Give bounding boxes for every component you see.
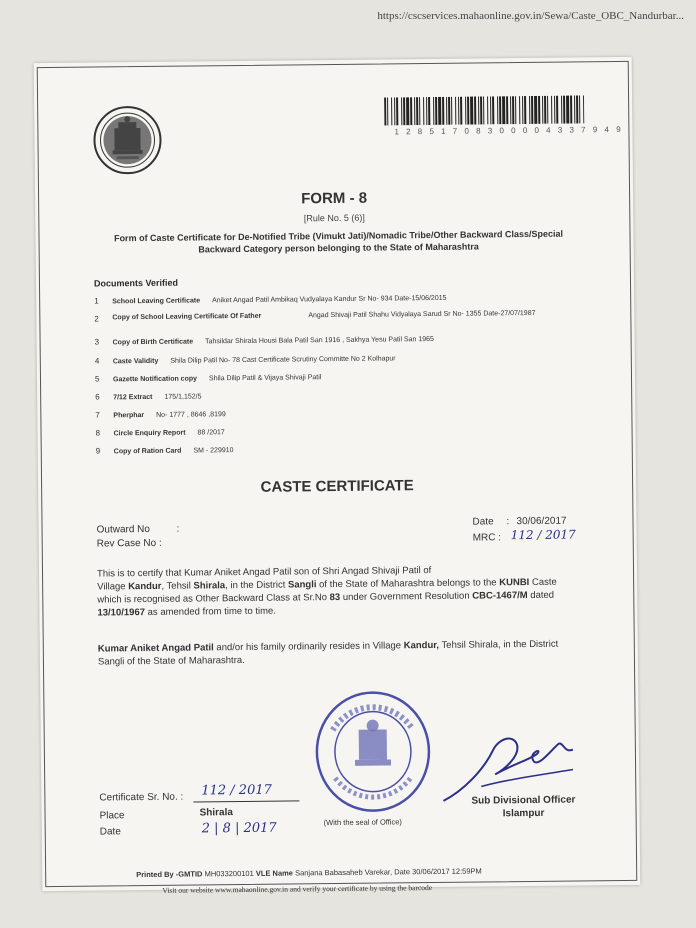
date-value: 30/06/2017 xyxy=(516,515,567,528)
caste-certificate-title: CASTE CERTIFICATE xyxy=(260,477,414,496)
tehsil-prefix: , Tehsil xyxy=(161,580,194,592)
document-value: 88 /2017 xyxy=(197,429,225,437)
vle-label: VLE Name xyxy=(255,868,294,878)
certificate-sr-value: 112 / 2017 xyxy=(201,782,272,799)
document-value: Aniket Angad Patil Ambikaq Vudyalaya Kandur Sr No- 934 Date-15/06/2015 xyxy=(212,294,447,305)
resolution-date: 13/10/1967 xyxy=(97,607,146,619)
caste-name: KUNBI xyxy=(499,576,530,589)
outward-no-label: Outward No xyxy=(96,523,150,536)
document-number: 2 xyxy=(94,314,99,324)
document-label: Copy of Ration Card xyxy=(113,447,182,456)
barcode-icon xyxy=(384,95,584,125)
outward-no-colon: : xyxy=(176,523,180,535)
resolution-prefix: under Government Resolution xyxy=(340,590,473,603)
state-text: of the State of Maharashtra belongs to the xyxy=(316,577,497,591)
certificate-paragraph xyxy=(97,562,578,619)
form-title: FORM - 8 xyxy=(301,189,368,208)
issue-date-label: Date xyxy=(99,826,121,838)
village-name: Kandur xyxy=(128,580,162,593)
document-number: 1 xyxy=(94,296,99,306)
district-name: Sangli xyxy=(287,579,317,591)
document-label: Copy of School Leaving Certificate Of Father xyxy=(112,312,262,322)
document-item xyxy=(95,409,225,419)
document-number: 6 xyxy=(95,392,100,402)
document-item xyxy=(96,445,234,455)
verify-note: Visit our website www.mahaonline.gov.in and verify your certificate by using the barcode xyxy=(162,883,433,895)
document-label: Copy of Birth Certificate xyxy=(112,338,194,347)
serial-number: 83 xyxy=(329,591,341,604)
paragraph-lead: This is to certify that Kumar Aniket Angad Patil son of Shri Angad Shivaji Patil of xyxy=(96,565,432,580)
issue-date-value: 2 | 8 | 2017 xyxy=(201,820,277,837)
document-value: SM - 229910 xyxy=(193,447,234,455)
printed-id: MH033200101 xyxy=(204,868,254,879)
date-colon: : xyxy=(506,516,510,528)
residence-tail: Tehsil Shirala, in the District Sangli of the State of Maharashtra. xyxy=(97,638,559,668)
document-number: 5 xyxy=(94,374,100,384)
vle-name: Sanjana Babasaheb Varekar, xyxy=(295,867,393,878)
document-item xyxy=(95,391,201,401)
dated-text: dated xyxy=(527,589,555,602)
document-value: Tahsildar Shirala Housi Bala Patil San 1916 , Sakhya Yesu Patil San 1965 xyxy=(205,335,434,346)
printed-date: Date 30/06/2017 12:59PM xyxy=(394,866,482,877)
residence-village: Kandur, xyxy=(403,639,440,652)
tehsil-name: Shirala xyxy=(193,580,226,592)
office-seal-icon xyxy=(312,689,433,814)
state-emblem-icon xyxy=(92,104,163,177)
paragraph-end: as amended from time to time. xyxy=(144,605,276,619)
document-label: Gazette Notification copy xyxy=(112,375,198,384)
resolution-number: CBC-1467/M xyxy=(472,590,528,602)
printed-by-value: GMTID xyxy=(178,869,203,879)
document-label: Circle Enquiry Report xyxy=(113,429,186,438)
certificate-sheet xyxy=(34,57,641,895)
rule-number: [Rule No. 5 (6)] xyxy=(303,212,365,224)
document-label: Caste Validity xyxy=(112,357,159,366)
documents-heading: Documents Verified xyxy=(93,277,179,289)
document-item xyxy=(96,427,225,437)
residence-text: and/or his family ordinarily resides in Village xyxy=(213,640,404,654)
district-prefix: , in the District xyxy=(225,579,289,592)
officer-designation xyxy=(453,793,593,820)
officer-title: Sub Divisional Officer xyxy=(471,794,576,807)
document-number: 3 xyxy=(94,337,100,347)
seal-note: (With the seal of Office) xyxy=(323,817,402,828)
place-value: Shirala xyxy=(199,807,233,819)
document-number: 7 xyxy=(95,410,100,420)
document-number: 8 xyxy=(95,428,101,438)
document-label: 7/12 Extract xyxy=(113,393,153,402)
form-description: Form of Caste Certificate for De-Notified Tribe (Vimukt Jati)/Nomadic Tribe/Other Backward Class/Special Backward Category person belonging to the State of Maharashtra xyxy=(113,228,564,255)
document-value: 175/1,152/5 xyxy=(164,393,202,401)
caste-text: Caste which is recognised as Other Backward Class at Sr.No xyxy=(97,576,557,606)
document-value: Angad Shivaji Patil Shahu Vidyalaya Sarud Sr No- 1355 Date-27/07/1987 xyxy=(308,309,536,320)
barcode-number: 1 2 8 5 1 7 0 8 3 0 0 0 0 4 3 3 7 9 4 9 xyxy=(394,124,624,137)
rev-case-label: Rev Case No : xyxy=(96,537,162,550)
mrc-value: 112 / 2017 xyxy=(510,527,576,543)
document-value: No- 1777 , 8646 ,8199 xyxy=(156,411,226,419)
officer-place: Islampur xyxy=(502,807,545,820)
document-number: 4 xyxy=(94,356,100,366)
document-number: 9 xyxy=(95,446,101,456)
document-value: Shila Dilip Patil No- 78 Cast Certificate Scrutiny Committe No 2 Kolhapur xyxy=(170,355,396,365)
date-label: Date xyxy=(472,516,494,528)
place-label: Place xyxy=(99,810,125,822)
village-prefix: Village xyxy=(97,581,129,593)
document-label: Pherphar xyxy=(113,412,145,420)
residence-paragraph xyxy=(98,637,578,668)
browser-url: https://cscservices.mahaonline.gov.in/Sewa/Caste_OBC_Nandurbar... xyxy=(377,10,684,22)
certificate-sr-label: Certificate Sr. No. : xyxy=(99,791,184,804)
printed-by-label: Printed By - xyxy=(136,869,179,880)
document-value: Shila Dilip Patil & Vijaya Shivaji Patil xyxy=(208,374,322,383)
document-label: School Leaving Certificate xyxy=(112,297,201,306)
mrc-label: MRC : xyxy=(472,532,502,544)
candidate-name: Kumar Aniket Angad Patil xyxy=(97,642,214,655)
